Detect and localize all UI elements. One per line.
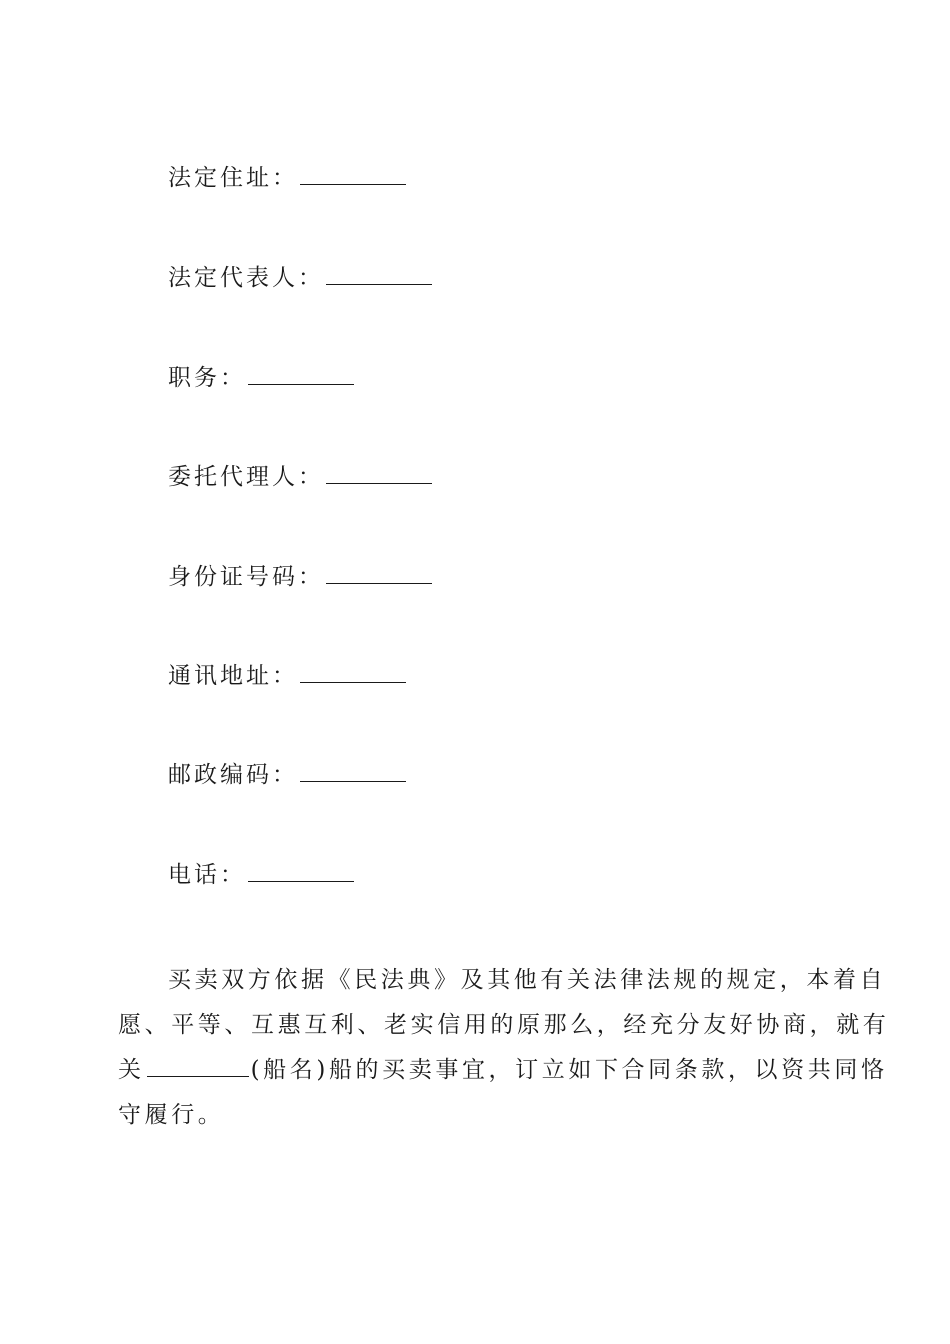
fill-in-blank[interactable] xyxy=(248,364,354,385)
field-mailing-address xyxy=(168,661,406,691)
paragraph-line xyxy=(118,1048,888,1093)
field-authorized-agent xyxy=(168,462,432,492)
fill-in-blank[interactable] xyxy=(326,563,432,584)
field-label: 通讯地址： xyxy=(168,663,298,689)
field-position xyxy=(168,363,354,393)
field-label: 职务： xyxy=(168,365,246,391)
fill-in-blank[interactable] xyxy=(300,761,406,782)
field-label: 法定代表人： xyxy=(168,265,324,291)
field-label: 委托代理人： xyxy=(168,464,324,490)
ship-name-blank[interactable] xyxy=(147,1056,249,1077)
paragraph-line: 买卖双方依据《民法典》及其他有关法律法规的规定，本着自 xyxy=(168,967,887,993)
field-label: 电话： xyxy=(168,862,246,888)
fill-in-blank[interactable] xyxy=(326,264,432,285)
contract-preamble xyxy=(118,958,890,1138)
paragraph-line: 愿、平等、互惠互利、老实信用的原那么，经充分友好协商，就有 xyxy=(118,1012,890,1038)
field-legal-address xyxy=(168,163,406,193)
field-label: 身份证号码： xyxy=(168,564,324,590)
fill-in-blank[interactable] xyxy=(300,164,406,185)
field-phone xyxy=(168,860,354,890)
fill-in-blank[interactable] xyxy=(300,662,406,683)
field-legal-representative xyxy=(168,263,432,293)
field-id-number xyxy=(168,562,432,592)
paragraph-line: 守履行。 xyxy=(118,1102,225,1128)
paragraph-text: (船名)船的买卖事宜，订立如下合同条款，以资共同恪 xyxy=(250,1057,888,1083)
fill-in-blank[interactable] xyxy=(248,861,354,882)
field-postal-code xyxy=(168,760,406,790)
paragraph-text: 关 xyxy=(118,1057,145,1083)
field-label: 邮政编码： xyxy=(168,762,298,788)
fill-in-blank[interactable] xyxy=(326,463,432,484)
field-label: 法定住址： xyxy=(168,165,298,191)
